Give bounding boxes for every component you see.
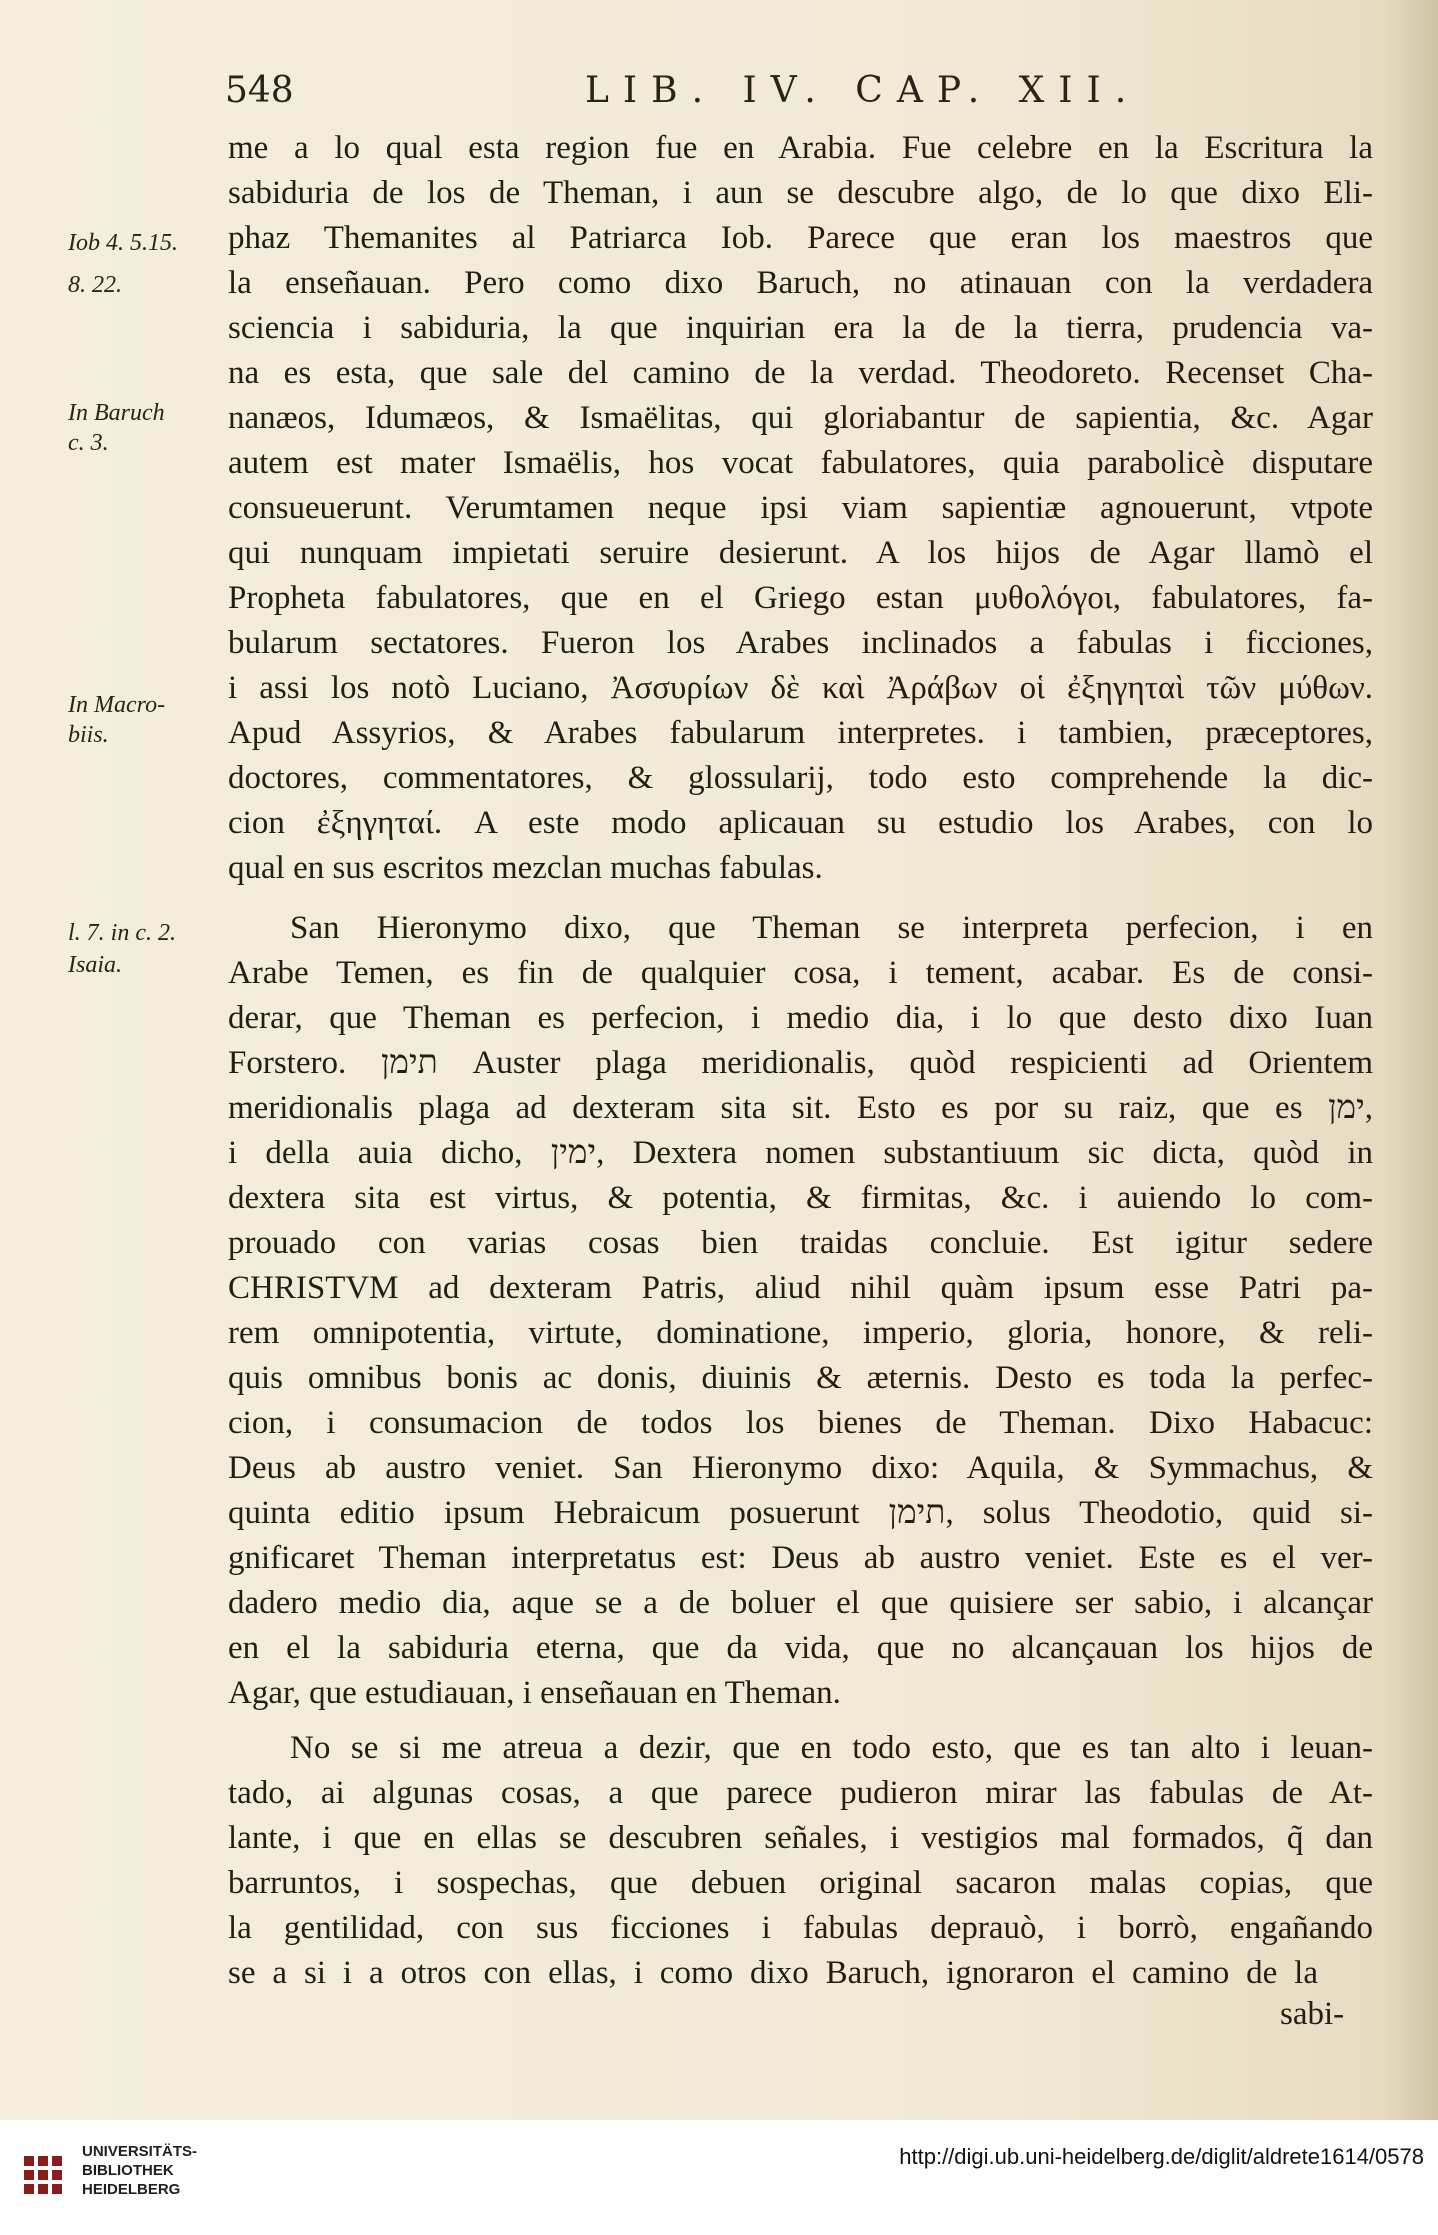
text-line: derar, que Theman es perfecion, i medio dia, i lo que desto dixo Iuan: [228, 1000, 1373, 1036]
text-line: en el la sabiduria eterna, que da vida, que no alcançauan los hijos de: [228, 1630, 1373, 1666]
text-line: dextera sita est virtus, & potentia, & firmitas, &c. i auiendo lo com-: [228, 1180, 1373, 1216]
text-line: lante, i que en ellas se descubren señales, i vestigios mal formados, q̃ dan: [228, 1820, 1373, 1856]
text-line: prouado con varias cosas bien traidas concluie. Est igitur sedere: [228, 1225, 1373, 1261]
text-line: Apud Assyrios, & Arabes fabularum interpretes. i tambien, præceptores,: [228, 715, 1373, 751]
text-line: Deus ab austro veniet. San Hieronymo dixo: Aquila, & Symmachus, &: [228, 1450, 1373, 1486]
text-line: cion ἐξηγηταί. A este modo aplicauan su estudio los Arabes, con lo: [228, 805, 1373, 841]
text-line: meridionalis plaga ad dexteram sita sit. Esto es por su raiz, que es ימן,: [228, 1090, 1373, 1126]
page-header: [0, 70, 1438, 130]
text-line: bularum sectatores. Fueron los Arabes inclinados a fabulas i ficciones,: [228, 625, 1373, 661]
text-line: CHRISTVM ad dexteram Patris, aliud nihil quàm ipsum esse Patri pa-: [228, 1270, 1373, 1306]
text-line: quis omnibus bonis ac donis, diuinis & æternis. Desto es toda la perfec-: [228, 1360, 1373, 1396]
text-line: qual en sus escritos mezclan muchas fabulas.: [228, 850, 823, 886]
margin-note: In Macro-: [68, 692, 166, 718]
text-line: Arabe Temen, es fin de qualquier cosa, i tement, acabar. Es de consi-: [228, 955, 1373, 991]
text-line: Propheta fabulatores, que en el Griego estan μυθολόγοι, fabulatores, fa-: [228, 580, 1373, 616]
text-line: nanæos, Idumæos, & Ismaëlitas, qui gloriabantur de sapientia, &c. Agar: [228, 400, 1373, 436]
running-head: LIB. IV. CAP. XII.: [585, 70, 1141, 111]
text-line: na es esta, que sale del camino de la verdad. Theodoreto. Recenset Cha-: [228, 355, 1373, 391]
text-line: phaz Themanites al Patriarca Iob. Parece que eran los maestros que: [228, 220, 1373, 256]
text-line: me a lo qual esta region fue en Arabia. Fue celebre en la Escritura la: [228, 130, 1373, 166]
margin-note: Isaia.: [68, 952, 122, 978]
text-line: sciencia i sabiduria, la que inquirian era la de la tierra, prudencia va-: [228, 310, 1373, 346]
library-logo-icon: [18, 2150, 68, 2200]
text-line: la gentilidad, con sus ficciones i fabulas deprauò, i borrò, engañando: [228, 1910, 1373, 1946]
margin-note: biis.: [68, 722, 109, 748]
text-line: dadero medio dia, aque se a de boluer el que quisiere ser sabio, i alcançar: [228, 1585, 1373, 1621]
source-url-link[interactable]: http://digi.ub.uni-heidelberg.de/diglit/aldrete1614/0578: [899, 2144, 1424, 2169]
text-line: consueuerunt. Verumtamen neque ipsi viam sapientiæ agnouerunt, vtpote: [228, 490, 1373, 526]
text-line: i assi los notò Luciano, Ἀσσυρίων δὲ καὶ Ἀράβων οἱ ἐξηγηταὶ τῶν μύθων.: [228, 670, 1373, 706]
text-line: rem omnipotentia, virtute, dominatione, imperio, gloria, honore, & reli-: [228, 1315, 1373, 1351]
page-number: 548: [225, 70, 294, 111]
margin-note: 8. 22.: [68, 272, 122, 298]
text-line: se a si i a otros con ellas, i como dixo Baruch, ignoraron el camino de la: [228, 1955, 1318, 1991]
text-line: autem est mater Ismaëlis, hos vocat fabulatores, quia parabolicè disputare: [228, 445, 1373, 481]
margin-note: In Baruch: [68, 400, 165, 426]
text-line: doctores, commentatores, & glossularij, todo esto comprehende la dic-: [228, 760, 1373, 796]
text-line: gnificaret Theman interpretatus est: Deus ab austro veniet. Este es el ver-: [228, 1540, 1373, 1576]
text-line: barruntos, i sospechas, que debuen original sacaron malas copias, que: [228, 1865, 1373, 1901]
text-line: la enseñauan. Pero como dixo Baruch, no atinauan con la verdadera: [228, 265, 1373, 301]
institution-name: UNIVERSITÄTS- BIBLIOTHEK HEIDELBERG: [82, 2143, 198, 2198]
library-footer: [0, 2120, 1438, 2235]
text-line: tado, ai algunas cosas, a que parece pudieron mirar las fabulas de At-: [228, 1775, 1373, 1811]
catchword: sabi-: [1280, 1996, 1345, 2032]
text-line: quinta editio ipsum Hebraicum posuerunt תימן, solus Theodotio, quid si-: [228, 1495, 1373, 1531]
text-line: sabiduria de los de Theman, i aun se descubre algo, de lo que dixo Eli-: [228, 175, 1373, 211]
text-line: Forstero. תימן Auster plaga meridionalis, quòd respicienti ad Orientem: [228, 1045, 1373, 1081]
margin-note: l. 7. in c. 2.: [68, 920, 176, 946]
text-line: No se si me atreua a dezir, que en todo esto, que es tan alto i leuan-: [290, 1730, 1373, 1766]
text-line: Agar, que estudiauan, i enseñauan en Theman.: [228, 1675, 841, 1711]
text-line: San Hieronymo dixo, que Theman se interpreta perfecion, i en: [290, 910, 1373, 946]
margin-note: c. 3.: [68, 430, 109, 456]
text-line: i della auia dicho, ימין, Dextera nomen substantiuum sic dicta, quòd in: [228, 1135, 1373, 1171]
margin-note: Iob 4. 5.15.: [68, 230, 178, 256]
text-line: qui nunquam impietati seruire desierunt. A los hijos de Agar llamò el: [228, 535, 1373, 571]
text-line: cion, i consumacion de todos los bienes de Theman. Dixo Habacuc:: [228, 1405, 1373, 1441]
